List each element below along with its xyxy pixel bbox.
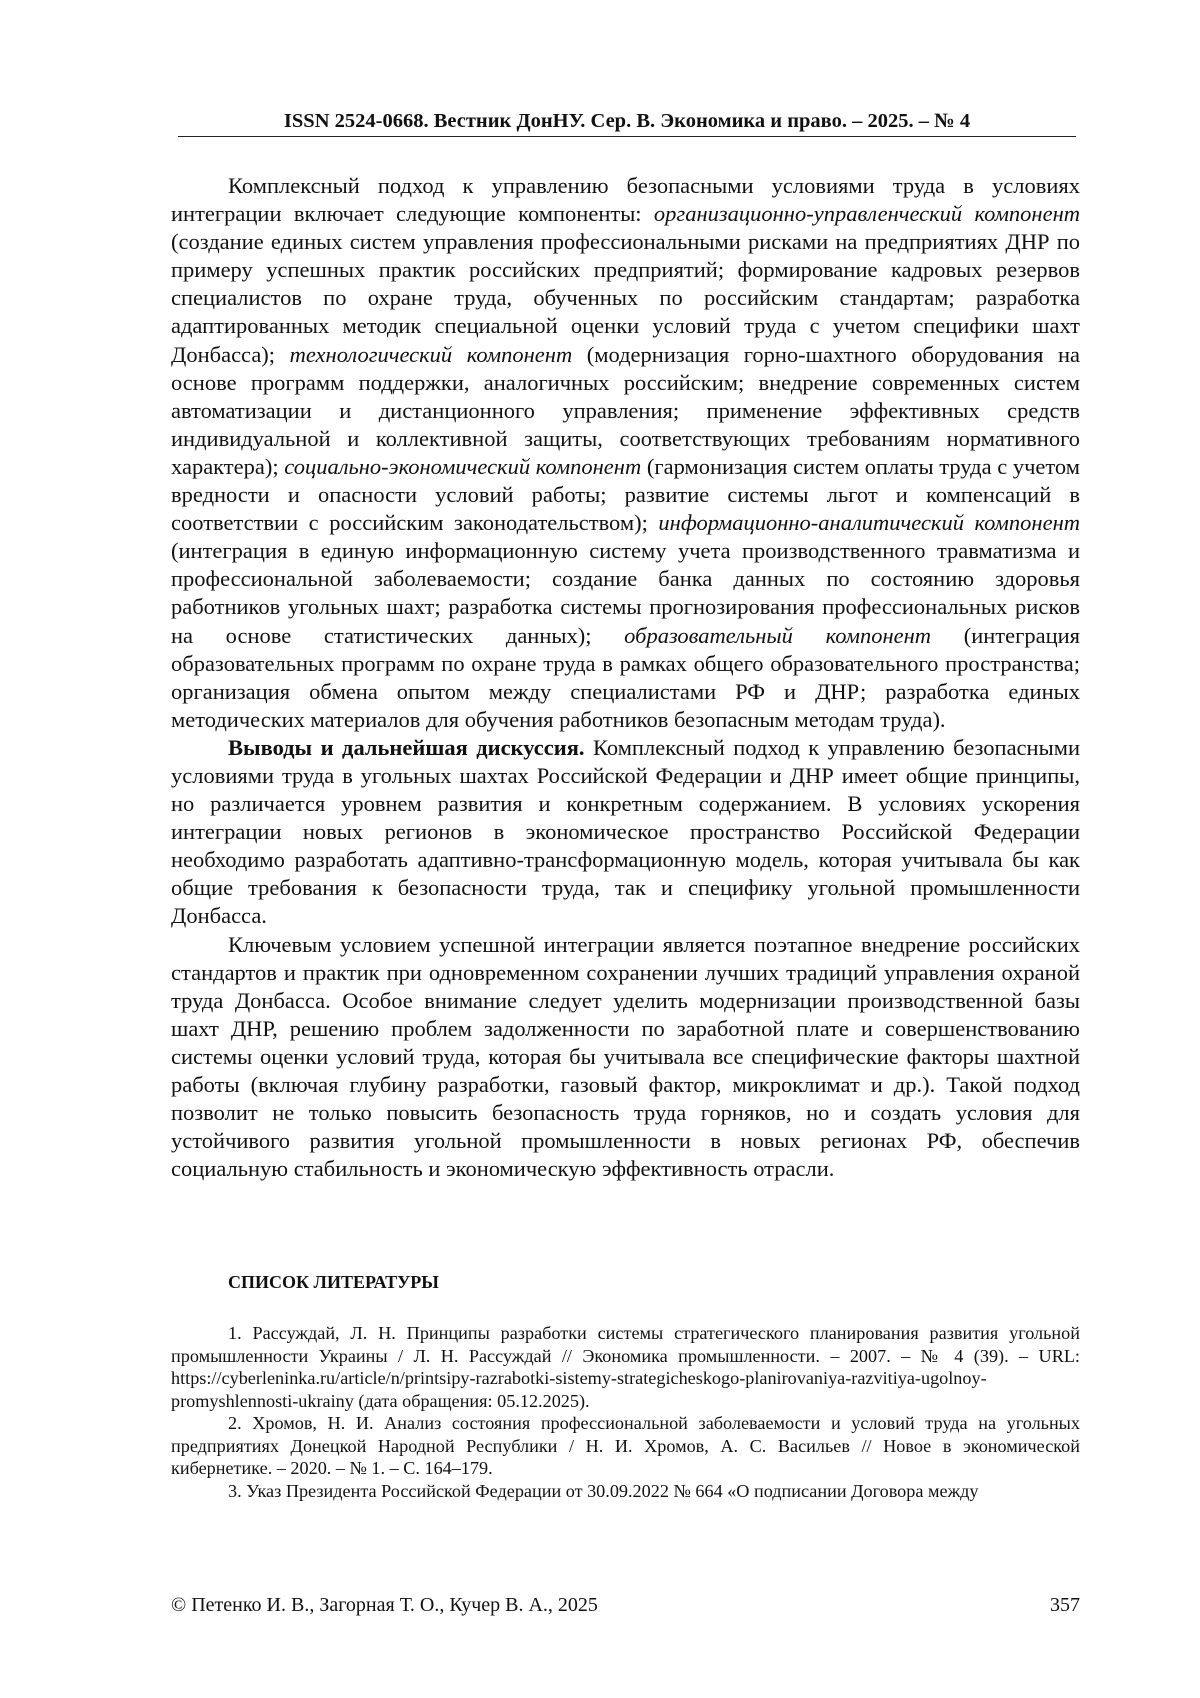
conclusions-heading: Выводы и дальнейшая дискуссия.	[228, 734, 585, 760]
header-divider	[178, 136, 1076, 137]
reference-item: 1. Рассуждай, Л. Н. Принципы разработки системы стратегического планирования развития угольной промышленности Украины / Л. Н. Рассуждай // Экономика промышленности. – 2007. – № 4 (39). – URL: https://cyberleninka.ru/article/n/printsipy-razrabotki-sistemy-strategicheskogo-planirovaniya-razvitiya-ugolnoy-promyshlennosti-ukrainy (дата обращения: 05.12.2025).	[171, 1323, 1080, 1411]
paragraph-text: (модернизация горно-шахтного оборудования на основе программ поддержки, аналогичных российским; внедрение современных систем автоматизации и дистанционного управления; применение эффективных средств индивидуальной и коллективной защиты, соответствующих требованиям нормативного характера);	[171, 341, 1081, 479]
paragraph-integration: Ключевым условием успешной интеграции является поэтапное внедрение российских стандартов и практик при одновременном сохранении лучших традиций управления охраной труда Донбасса. Особое внимание следует уделить модернизации производственной базы шахт ДНР, решению проблем задолженности по заработной плате и совершенствованию системы оценки условий труда, которая бы учитывала все специфические факторы шахтной работы (включая глубину разработки, газовый фактор, микроклимат и др.). Такой подход позволит не только повысить безопасность труда горняков, но и создать условия для устойчивого развития угольной промышленности в новых регионах РФ, обеспечив социальную стабильность и экономическую эффективность отрасли.	[171, 931, 1080, 1182]
references-heading: СПИСОК ЛИТЕРАТУРЫ	[228, 1272, 439, 1292]
reference-item: 2. Хромов, Н. И. Анализ состояния профессиональной заболеваемости и условий труда на угольных предприятиях Донецкой Народной Республики / Н. И. Хромов, А. С. Васильев // Новое в экономической кибернетике. – 2020. – № 1. – С. 164–179.	[171, 1413, 1080, 1478]
term-technological: технологический компонент	[289, 341, 573, 367]
paragraph-text: (интеграция в единую информационную систему учета производственного травматизма и профессиональной заболеваемости; создание банка данных по состоянию здоровья работников угольных шахт; разработка системы прогнозирования профессиональных рисков на основе статистических данных);	[171, 538, 1080, 648]
term-organizational: организационно-управленческий компонент	[653, 201, 1080, 227]
paragraph-text: (интеграция образовательных программ по охране труда в рамках общего образовательного пространства; организация обмена опытом между специалистами РФ и ДНР; разработка единых методических материалов для обучения работников безопасным методам труда).	[171, 622, 1081, 732]
page-number: 357	[1050, 1594, 1080, 1616]
paragraph-text: (создание единых систем управления профессиональными рисками на предприятиях ДНР по примеру успешных практик российских предприятий; формирование кадровых резервов специалистов по охране труда, обученных по российским стандартам; разработка адаптированных методик специальной оценки условий труда с учетом специфики шахт Донбасса);	[171, 229, 1080, 367]
paragraph-lead: Комплексный подход к управлению безопасными условиями труда в условиях интеграции включает следующие компоненты:	[171, 173, 1080, 227]
term-socioeconomic: социально-экономический компонент	[284, 453, 642, 479]
term-educational: образовательный компонент	[624, 622, 932, 648]
references-list	[171, 1322, 1080, 1502]
paragraph-text: Комплексный подход к управлению безопасными условиями труда в угольных шахтах Российской Федерации и ДНР имеет общие принципы, но различается уровнем развития и конкретным содержанием. В условиях ускорения интеграции новых регионов в экономическое пространство Российской Федерации необходимо разработать адаптивно-трансформационную модель, которая учитывала бы как общие требования к безопасности труда, так и специфику угольной промышленности Донбасса.	[171, 734, 1080, 929]
journal-header: ISSN 2524-0668. Вестник ДонНУ. Сер. В. Экономика и право. – 2025. – № 4	[283, 110, 971, 132]
term-informational: информационно-аналитический компонент	[658, 510, 1080, 536]
copyright-notice: © Петенко И. В., Загорная Т. О., Кучер В. А., 2025	[171, 1594, 598, 1616]
reference-item: 3. Указ Президента Российской Федерации от 30.09.2022 № 664 «О подписании Договора между	[228, 1480, 979, 1501]
paragraph-components	[171, 172, 1080, 734]
article-body	[171, 172, 1080, 1183]
paragraph-text: (гармонизация систем оплаты труда с учетом вредности и опасности условий работы; развитие системы льгот и компенсаций в соответствии с российским законодательством);	[171, 453, 1080, 536]
paragraph-conclusions	[171, 734, 1080, 931]
